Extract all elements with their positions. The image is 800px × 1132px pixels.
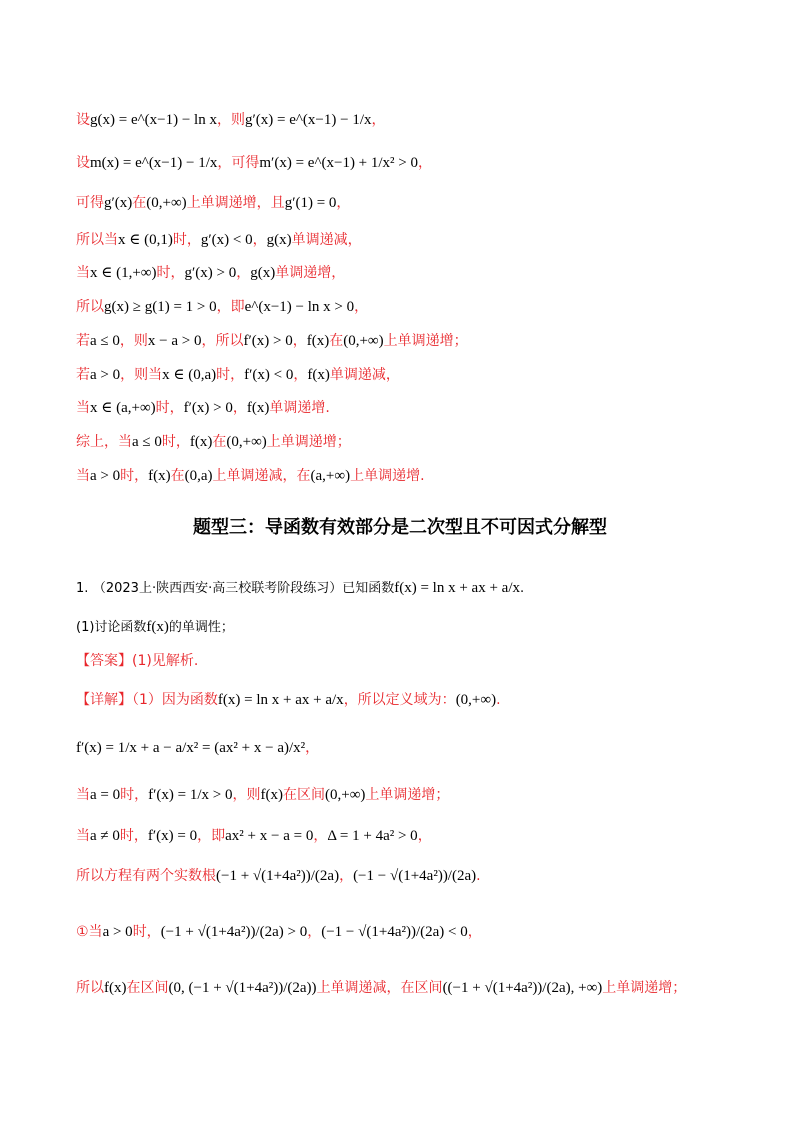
math-expr: f(x) (189, 434, 213, 450)
math-expr: f′(x) = 1/x > 0 (148, 787, 233, 803)
math-expr: g′(1) = 0 (284, 195, 337, 211)
math-expr: f(x) (260, 787, 283, 803)
detail-line-2 (76, 738, 740, 758)
math-expr: f(x) (306, 333, 330, 349)
text: 时， (132, 924, 161, 940)
text: 时， (216, 367, 245, 383)
math-expr: (0,+∞) (343, 333, 384, 349)
solution-line-1 (76, 110, 740, 130)
solution-line-6 (76, 297, 740, 317)
math-expr: (−1 + √(1+4a²))/(2a) > 0 (160, 924, 308, 940)
math-expr: g(x) ≥ g(1) = 1 > 0 (104, 299, 217, 315)
math-expr: g′(x) (104, 195, 133, 211)
math-expr: g′(x) = e^(x−1) − 1/x (244, 112, 372, 128)
math-expr: x ∈ (a,+∞) (90, 400, 156, 416)
math-expr: g(x) (250, 265, 276, 281)
text: 单调递减， (329, 367, 400, 383)
math-expr: f(x) (104, 980, 127, 996)
solution-line-3 (76, 193, 740, 213)
text: ，则当 (120, 367, 163, 383)
text: 所以方程有两个实数根 (76, 868, 216, 884)
text: 时， (172, 232, 201, 248)
math-expr: (0, (−1 + √(1+4a²))/(2a)) (168, 980, 317, 996)
math-expr: (a,+∞) (310, 468, 351, 484)
text: ， (354, 299, 369, 315)
solution-line-9 (76, 398, 740, 418)
text: 在 (170, 468, 185, 484)
detail-line-5 (76, 866, 740, 886)
text: 的单调性； (168, 620, 234, 635)
math-expr: a > 0 (90, 367, 121, 383)
text: ， (232, 400, 247, 416)
text: ， (305, 740, 320, 756)
text: 当 (76, 400, 90, 416)
text: 若 (76, 333, 90, 349)
text: 上单调递增，且 (186, 195, 285, 211)
math-expr: (0,+∞) (226, 434, 267, 450)
text: ，则 (216, 112, 245, 128)
math-expr: f′(x) > 0 (243, 333, 293, 349)
solution-line-8 (76, 365, 740, 385)
text: 当 (76, 828, 90, 844)
math-expr: x − a > 0 (147, 333, 202, 349)
math-expr: a ≤ 0 (90, 333, 120, 349)
solution-line-10 (76, 432, 740, 452)
text: (1)讨论函数 (76, 620, 147, 635)
text: ， (371, 112, 386, 128)
math-expr: a > 0 (90, 468, 121, 484)
text: 可得 (76, 195, 104, 211)
text: ， (236, 265, 251, 281)
text: 在 (132, 195, 147, 211)
text: ，则 (232, 787, 261, 803)
math-expr: (0,a) (184, 468, 213, 484)
text: 当 (76, 468, 90, 484)
answer-text: (1)见解析. (132, 653, 199, 669)
math-expr: ax² + x − a = 0 (225, 828, 314, 844)
text: 上单调递增. (350, 468, 425, 484)
text: ，则 (119, 333, 148, 349)
text: 设 (76, 112, 90, 128)
math-expr: x ∈ (1,+∞) (90, 265, 157, 281)
text: ，所以定义域为： (343, 692, 456, 708)
text: ，即 (197, 828, 226, 844)
solution-line-11 (76, 466, 740, 486)
text: 上单调递增； (602, 980, 687, 996)
text: 上单调递增； (383, 333, 468, 349)
math-expr: (−1 − √(1+4a²))/(2a) (353, 868, 477, 884)
math-expr: g(x) (266, 232, 292, 248)
math-expr: Δ = 1 + 4a² > 0 (327, 828, 418, 844)
math-expr: m(x) = e^(x−1) − 1/x (90, 155, 218, 171)
math-expr: f′(x) < 0 (244, 367, 294, 383)
text: 时， (155, 400, 184, 416)
math-expr: f(x) (148, 468, 171, 484)
text: 单调递减， (291, 232, 362, 248)
text: ①当 (76, 924, 103, 940)
text: 单调递增. (269, 400, 330, 416)
text: 当 (76, 265, 90, 281)
text: 时， (156, 265, 185, 281)
text: 时， (119, 828, 148, 844)
detail-line-1 (76, 690, 740, 710)
math-expr: m′(x) = e^(x−1) + 1/x² > 0 (259, 155, 419, 171)
math-expr: a = 0 (90, 787, 121, 803)
math-expr: f(x) = ln x + ax + a/x (394, 580, 520, 596)
problem-part-1 (76, 617, 740, 638)
text: 时， (161, 434, 190, 450)
problem-statement (76, 578, 740, 599)
math-expr: x ∈ (0,a) (162, 367, 217, 383)
solution-line-7 (76, 331, 740, 351)
math-expr: f′(x) > 0 (183, 400, 233, 416)
text: ， (292, 333, 307, 349)
math-expr: a ≤ 0 (132, 434, 162, 450)
text: . (496, 692, 501, 708)
math-expr: (−1 + √(1+4a²))/(2a) (216, 868, 340, 884)
text: （1）因为函数 (132, 692, 218, 708)
math-expr: f′(x) = 1/x + a − a/x² = (ax² + x − a)/x² (76, 740, 306, 756)
math-expr: f(x) (146, 619, 169, 635)
math-expr: f′(x) = 0 (147, 828, 198, 844)
text: . (519, 581, 525, 596)
text: 上单调递减，在区间 (316, 980, 443, 996)
math-expr: (0,+∞) (146, 195, 187, 211)
text: 时， (120, 468, 149, 484)
text: ，所以 (201, 333, 244, 349)
text: 上单调递增； (365, 787, 450, 803)
detail-line-4 (76, 826, 740, 846)
problem-number: 1. (76, 581, 89, 596)
text: . (476, 868, 481, 884)
math-expr: (0,+∞) (455, 692, 497, 708)
answer-line (76, 651, 740, 671)
text: 时， (120, 787, 149, 803)
math-expr: g(x) = e^(x−1) − ln x (90, 112, 217, 128)
math-expr: x ∈ (0,1) (118, 232, 173, 248)
text: 若 (76, 367, 90, 383)
text: 在 (329, 333, 344, 349)
section-heading: 题型三：导函数有效部分是二次型且不可因式分解型 (193, 517, 607, 538)
text: 所以 (76, 980, 104, 996)
text: ， (418, 155, 433, 171)
math-expr: ((−1 + √(1+4a²))/(2a), +∞) (442, 980, 603, 996)
math-expr: f(x) = ln x + ax + a/x (217, 692, 344, 708)
text: 所以 (76, 299, 104, 315)
text: ， (339, 868, 354, 884)
text: 在 (212, 434, 227, 450)
answer-label: 【答案】 (76, 653, 132, 669)
text: ，可得 (217, 155, 260, 171)
solution-line-2 (76, 153, 740, 173)
text: ， (417, 828, 432, 844)
text: 当 (76, 787, 90, 803)
text: 综上，当 (76, 434, 132, 450)
text: ， (313, 828, 328, 844)
text: 在区间 (126, 980, 169, 996)
text: ， (293, 367, 308, 383)
math-expr: a > 0 (102, 924, 133, 940)
detail-line-6 (76, 922, 740, 942)
solution-line-5 (76, 263, 740, 283)
math-expr: f(x) (246, 400, 270, 416)
math-expr: e^(x−1) − ln x > 0 (244, 299, 355, 315)
text: 上单调递减，在 (212, 468, 311, 484)
detail-label: 【详解】 (76, 692, 132, 708)
text: ， (307, 924, 322, 940)
text: 上单调递增； (266, 434, 351, 450)
detail-line-3 (76, 785, 740, 805)
text: ， (252, 232, 267, 248)
math-expr: a ≠ 0 (90, 828, 120, 844)
solution-line-4 (76, 230, 740, 250)
text: 在区间 (282, 787, 325, 803)
text: ， (336, 195, 351, 211)
problem-source: （2023上·陕西西安·高三校联考阶段练习）已知函数 (92, 581, 395, 596)
text: 所以当 (76, 232, 118, 248)
text: ， (467, 924, 482, 940)
text: 单调递增， (275, 265, 346, 281)
math-expr: (0,+∞) (324, 787, 366, 803)
text: ，即 (216, 299, 245, 315)
math-expr: (−1 − √(1+4a²))/(2a) < 0 (321, 924, 468, 940)
text: 设 (76, 155, 90, 171)
math-expr: g′(x) > 0 (184, 265, 237, 281)
detail-line-7 (76, 978, 740, 998)
math-expr: f(x) (307, 367, 330, 383)
math-expr: g′(x) < 0 (200, 232, 253, 248)
